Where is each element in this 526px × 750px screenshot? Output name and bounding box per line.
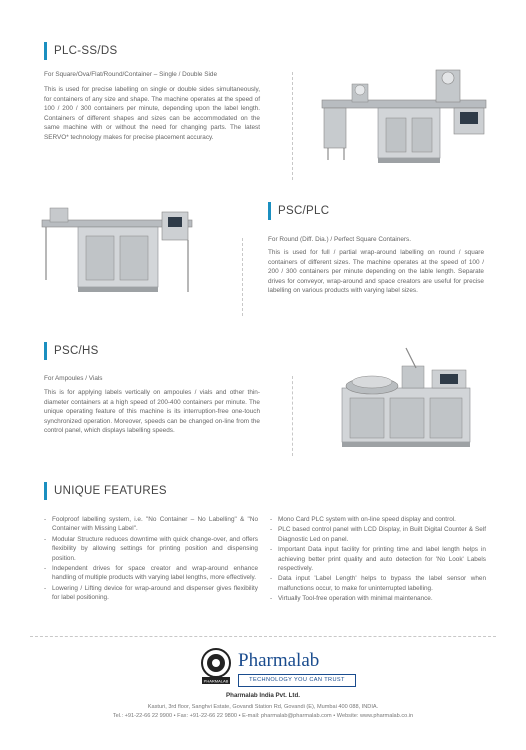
machine-photo-psc-hs — [332, 344, 482, 456]
accent-bar — [44, 342, 47, 360]
list-item: - PLC based control panel with LCD Display, in Built Digital Counter & Self Diagnostic Led on panel. — [270, 526, 486, 543]
accent-bar — [44, 482, 47, 500]
section-title: PSC/PLC — [278, 205, 330, 217]
features-list-left — [44, 515, 258, 604]
pharmalab-logo-icon — [196, 646, 236, 686]
list-item: - Virtually Tool-free operation with minimal maintenance. — [270, 595, 433, 603]
brand-lockup — [196, 646, 366, 688]
section-body: This is used for precise labelling on single or double sides simultaneously, for containers of any size and shape. The machine operates at the speed of 100 / 200 / 300 containers per minute, depending upon the label length. Containers of different shapes and sizes can be accommodated on the same machine with or without the need for changing parts. The latest SERVO* technology makes for precise placement accuracy. — [44, 86, 260, 141]
divider — [30, 636, 496, 637]
brand-name: Pharmalab — [238, 650, 320, 671]
section-subhead: For Ampoules / Vials — [44, 375, 103, 382]
section-header-unique-features — [44, 482, 167, 500]
divider — [292, 72, 293, 180]
machine-photo-plc-ss-ds — [316, 62, 496, 174]
company-address: Kasturi, 3rd floor, Sanghvi Estate, Govandi Station Rd, Govandi (E), Mumbai 400 088, INDIA. — [147, 704, 379, 710]
divider — [292, 376, 293, 456]
section-header-psc-hs — [44, 342, 99, 360]
section-body: This is used for full / partial wrap-around labelling on round / square containers of different sizes. The machine operates at the speed of 100 / 200 / 300 containers per minute depending on the lable length. Separate drives for conveyor, wrap-around and space creators are useful for precise labelling on various products with varying label sizes. — [268, 249, 484, 295]
section-header-psc-plc — [268, 202, 329, 220]
company-name: Pharmalab India Pvt. Ltd. — [226, 692, 300, 699]
company-contact: Tel.: +91-22-66 22 9900 • Fax: +91-22-66 22 9800 • E-mail: pharmalab@pharmalab.com • Website: www.pharmalab.co.in — [112, 713, 414, 719]
list-item: - Lowering / Lifting device for wrap-around and dispenser gives flexibility for label positioning. — [44, 584, 258, 602]
machine-photo-psc-plc — [38, 200, 198, 304]
section-subhead: For Round (Diff. Dia.) / Perfect Square Containers. — [268, 236, 412, 243]
accent-bar — [44, 42, 47, 60]
list-item: - Important Data input facility for printing time and label length helps in achieving better print quality and auto detection for 'No Look' Labels respectively. — [270, 546, 486, 573]
accent-bar — [268, 202, 271, 220]
section-body: This is for applying labels vertically on ampoules / vials and other thin-diameter containers at a high speed of 200-400 containers per minute. The unique operating feature of this machine is its interruption-free one-touch synchronized operation. Moreover, speeds can be changed on-line from the control panel, which displays labelling speeds. — [44, 389, 260, 435]
section-title: UNIQUE FEATURES — [54, 485, 167, 497]
features-list-right — [270, 515, 486, 605]
list-item: - Modular Structure reduces downtime with quick change-over, and offers flexibility by allowing settings for printing position and dispensing position. — [44, 535, 258, 562]
divider — [242, 238, 243, 316]
list-item: - Foolproof labelling system, i.e. "No Container – No Labelling" & "No Container with Missing Label". — [44, 516, 258, 533]
list-item: - Independent drives for space creator and wrap-around enhance handling of multiple products with varying label lengths, more effectively. — [44, 565, 258, 582]
svg-text:PHARMALAB: PHARMALAB — [203, 678, 229, 684]
brand-tagline: TECHNOLOGY YOU CAN TRUST — [238, 674, 356, 687]
list-item: - Data input 'Label Length' helps to bypass the label sensor when malfunctions occur, to make for uninterrupted labelling. — [270, 575, 486, 592]
section-header-plc-ss-ds — [44, 42, 117, 60]
section-title: PSC/HS — [54, 345, 99, 357]
list-item: - Mono Card PLC system with on-line speed display and control. — [270, 516, 456, 523]
section-subhead: For Square/Ova/Flat/Round/Container – Single / Double Side — [44, 71, 217, 78]
section-title: PLC-SS/DS — [54, 45, 118, 57]
